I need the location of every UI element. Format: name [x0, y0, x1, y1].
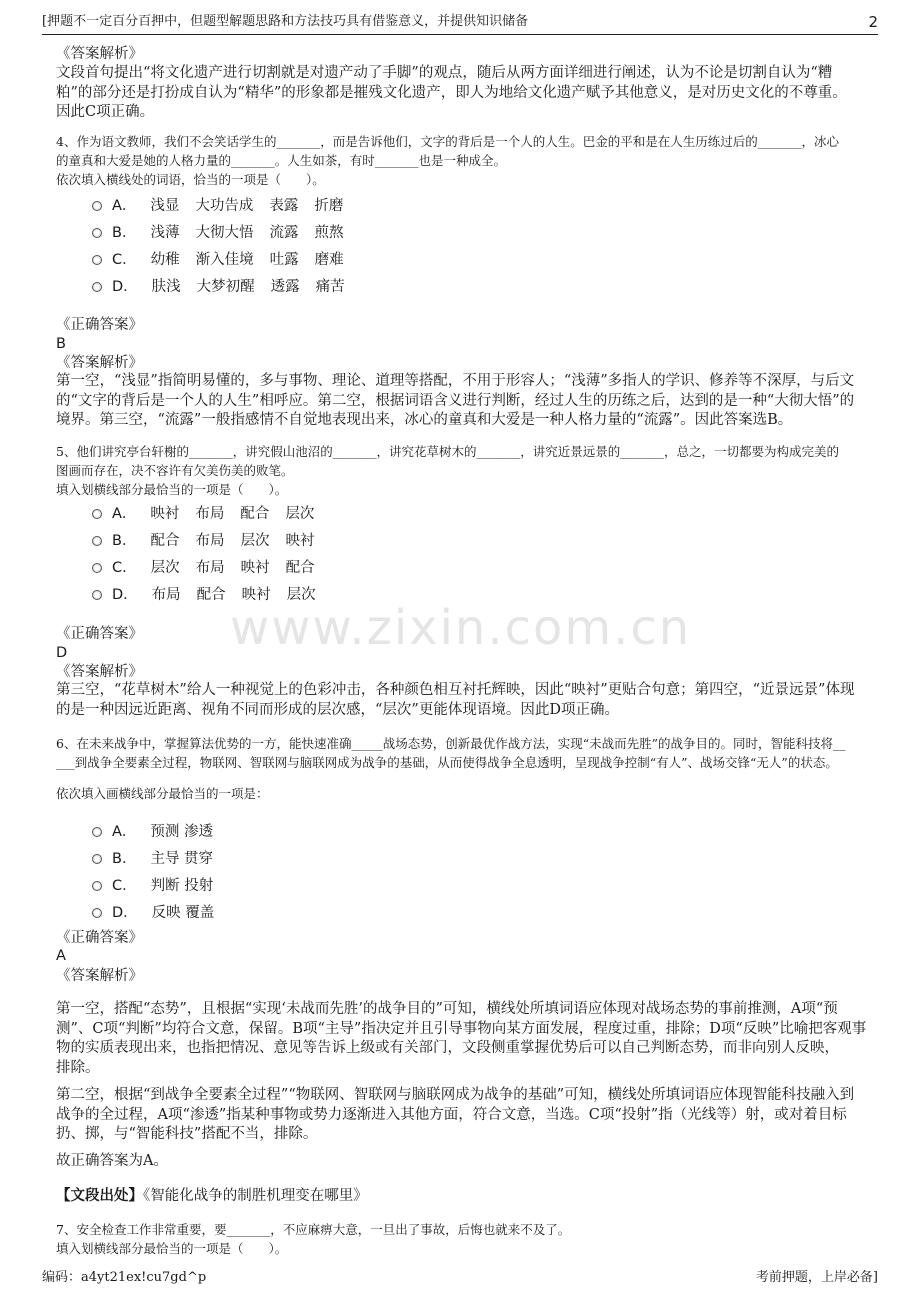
option-b[interactable]: B． 主导 贯穿 — [92, 845, 230, 872]
analysis-text — [56, 372, 876, 431]
analysis-line: 扔、掷，与“智能科技”搭配不当，排除。 — [56, 1126, 318, 1142]
question-line: 4、作为语文教师，我们不会笑话学生的_______，而是告诉他们，文字的背后是一个人的人生。巴金的平和是在人生历练过后的_______，冰心 — [56, 134, 839, 149]
question-line: ___到战争全要素全过程，物联网、智联网与脑联网成为战争的基础，从而使得战争全息透明，呈现战争控制“有人”、战场交锋“无人”的状态。 — [56, 755, 838, 770]
analysis-text — [56, 64, 876, 123]
question-line: 7、安全检查工作非常重要，要_______，不应麻痹大意，一旦出了事故，后悔也就来不及了。 — [56, 1222, 571, 1237]
analysis-line: 测”、C项“判断”均符合文意，保留。B项“主导”指决定并且引导事物向某方面发展，程度过重，排除；D项“反映”比喻把客观事 — [56, 1020, 867, 1037]
option-d[interactable]: D． 布局 配合 映衬 层次 — [92, 581, 332, 608]
source — [56, 1186, 368, 1206]
radio-icon[interactable] — [92, 228, 102, 238]
footer-right-text: 考前押题，上岸必备] — [755, 1270, 878, 1285]
radio-icon[interactable] — [92, 563, 102, 573]
question-line: 填入划横线部分最恰当的一项是（ ）。 — [56, 482, 288, 497]
watermark: www.zixin.com.cn — [230, 600, 692, 656]
correct-answer-label: 《正确答案》 — [56, 317, 143, 333]
source-bracket: 【文段出处】 — [56, 1187, 143, 1204]
option-a[interactable]: A． 浅显 大功告成 表露 折磨 — [92, 192, 361, 219]
conclusion: 故正确答案为A。 — [56, 1153, 168, 1169]
question-line: 6、在未来战争中，掌握算法优势的一方，能快速准确_____战场态势，创新最优作战方法，实现“未战而先胜”的战争目的。同时，智能科技将__ — [56, 736, 846, 751]
radio-icon[interactable] — [92, 201, 102, 211]
analysis-label: 《答案解析》 — [56, 968, 143, 984]
radio-icon[interactable] — [92, 509, 102, 519]
analysis-line: 第一空，“浅显”指简明易懂的，多与事物、理论、道理等搭配，不用于形容人；“浅薄”多指人的学识、修养等不深厚，与后文 — [56, 373, 855, 389]
correct-answer-label: 《正确答案》 — [56, 930, 143, 946]
radio-icon[interactable] — [92, 908, 102, 918]
question-line: 的童真和大爱是她的人格力量的_______。人生如茶，有时_______也是一种成全。 — [56, 153, 507, 168]
option-a[interactable]: A． 预测 渗透 — [92, 818, 230, 845]
option-b[interactable]: B． 配合 布局 层次 映衬 — [92, 527, 332, 554]
footer-code: 编码：a4yt21ex!cu7gd^p — [42, 1270, 207, 1285]
correct-answer: A — [56, 948, 66, 964]
question-line: 依次填入横线处的词语，恰当的一项是（ ）。 — [56, 172, 325, 187]
radio-icon[interactable] — [92, 536, 102, 546]
analysis-text — [56, 681, 876, 720]
analysis-line: 第一空，搭配“态势”，且根据“实现‘未战而先胜’的战争目的”可知，横线处所填词语应体现对战场态势的事前推测，A项“预 — [56, 1001, 838, 1017]
analysis-paragraph-1 — [56, 1000, 876, 1078]
analysis-line: 文段首句提出“将文化遗产进行切割就是对遗产动了手脚”的观点，随后从两方面详细进行阐述，认为不论是切割自认为“糟 — [56, 65, 833, 81]
analysis-line: 因此C项正确。 — [56, 104, 155, 120]
question-6-options — [92, 818, 230, 926]
option-d[interactable]: D． 反映 覆盖 — [92, 899, 230, 926]
radio-icon[interactable] — [92, 854, 102, 864]
option-c[interactable]: C． 幼稚 渐入佳境 吐露 磨难 — [92, 246, 361, 273]
question-6-prompt: 依次填入画横线部分最恰当的一项是： — [56, 786, 269, 801]
analysis-line: 第二空，根据“到战争全要素全过程”“物联网、智联网与脑联网成为战争的基础”可知，横线处所填词语应体现智能科技融入到 — [56, 1087, 855, 1103]
analysis-line: 物的实质表现出来，也指把情况、意见等告诉上级或有关部门，文段侧重掌握优势后可以自己判断态势，而非向别人反映， — [56, 1040, 839, 1056]
option-a[interactable]: A． 映衬 布局 配合 层次 — [92, 500, 332, 527]
analysis-line: 的“文字的背后是一个人的人生”相呼应。第二空，根据词语含义进行判断，经过人生的历练之后，达到的是一种“大彻大悟”的 — [56, 392, 855, 409]
header-text: [押题不一定百分百押中，但题型解题思路和方法技巧具有借鉴意义，并提供知识储备 — [42, 14, 529, 29]
radio-icon[interactable] — [92, 282, 102, 292]
analysis-label: 《答案解析》 — [56, 46, 143, 62]
analysis-label: 《答案解析》 — [56, 355, 143, 371]
analysis-line: 境界。第三空，“流露”一般指感情不自觉地表现出来，冰心的童真和大爱是一种人格力量的“流露”。因此答案选B。 — [56, 412, 793, 428]
analysis-line: 粕”的部分还是打扮成自认为“精华”的形象都是摧残文化遗产，即人为地给文化遗产赋予其他意义，是对历史文化的不尊重。 — [56, 84, 847, 101]
question-7-text — [56, 1220, 886, 1258]
radio-icon[interactable] — [92, 827, 102, 837]
question-6-text — [56, 734, 886, 772]
question-line: 填入划横线部分最恰当的一项是（ ）。 — [56, 1241, 288, 1256]
analysis-label: 《答案解析》 — [56, 664, 143, 680]
page-number: 2 — [868, 13, 878, 31]
option-c[interactable]: C． 判断 投射 — [92, 872, 230, 899]
question-5-text — [56, 442, 886, 499]
analysis-line: 的是一种因远近距离、视角不同而形成的层次感，“层次”更能体现语境。因此D项正确。 — [56, 701, 619, 718]
option-d[interactable]: D． 肤浅 大梦初醒 透露 痛苦 — [92, 273, 361, 300]
question-4-text — [56, 132, 886, 189]
option-c[interactable]: C． 层次 布局 映衬 配合 — [92, 554, 332, 581]
question-line: 5、他们讲究亭台轩榭的_______，讲究假山池沼的_______，讲究花草树木的_______，讲究近景远景的_______，总之，一切都要为构成完美的 — [56, 444, 839, 459]
analysis-line: 第三空，“花草树木”给人一种视觉上的色彩冲击，各种颜色相互衬托辉映，因此“映衬”更贴合句意；第四空，“近景远景”体现 — [56, 682, 855, 698]
question-line: 图画而存在，决不容许有欠美伤美的败笔。 — [56, 463, 294, 478]
correct-answer-label: 《正确答案》 — [56, 626, 143, 642]
analysis-paragraph-2 — [56, 1086, 876, 1145]
correct-answer: D — [56, 645, 68, 661]
page-header — [42, 12, 878, 35]
option-b[interactable]: B． 浅薄 大彻大悟 流露 煎熬 — [92, 219, 361, 246]
question-4-options — [92, 192, 361, 300]
analysis-line: 战争的全过程，A项“渗透”指某种事物或势力逐渐进入其他方面，符合文意，当选。C项“投射”指（光线等）射，或对着目标 — [56, 1106, 847, 1123]
analysis-line: 排除。 — [56, 1059, 100, 1076]
radio-icon[interactable] — [92, 881, 102, 891]
question-5-options — [92, 500, 332, 608]
radio-icon[interactable] — [92, 255, 102, 265]
source-title: 《智能化战争的制胜机理变在哪里》 — [143, 1188, 368, 1204]
radio-icon[interactable] — [92, 590, 102, 600]
correct-answer: B — [56, 336, 66, 352]
